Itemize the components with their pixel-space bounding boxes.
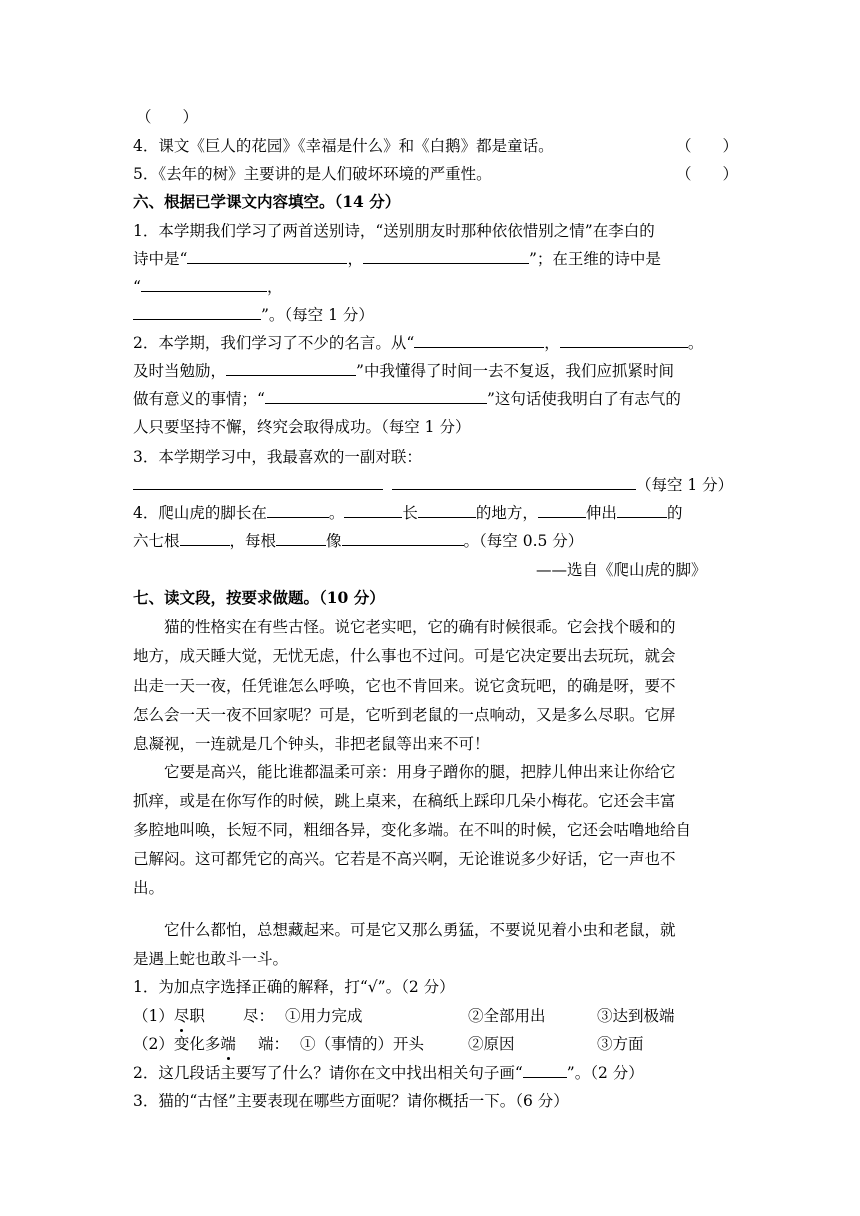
passage-line: 是遇上蛇也敢斗一斗。: [133, 950, 289, 968]
passage-line: 出走一天一夜，任凭谁怎么呼唤，它也不肯回来。说它贪玩吧，的确是呀，要不: [133, 677, 676, 695]
s6-q1-comma: ，: [347, 250, 363, 268]
s7-q1-row2: [133, 1033, 236, 1055]
s6-q4-text: 。: [328, 504, 345, 522]
judge-q5-text: 5．《去年的树》主要讲的是人们破坏环境的严重性。: [133, 165, 492, 183]
s7-q1-r1-option-2[interactable]: ②全部用出: [468, 1007, 546, 1025]
s6-q3-blank-2[interactable]: [392, 474, 636, 490]
s6-q3-blank-1[interactable]: [133, 474, 383, 490]
s7-q1-r1-option-3[interactable]: ③达到极端: [597, 1007, 675, 1025]
s6-q2-text: 2．本学期，我们学习了不少的名言。从“: [133, 334, 415, 352]
emphasis-dot-char: 尽: [173, 1007, 190, 1025]
s7-q1-row1: [133, 1005, 205, 1027]
s6-q1-blank-2[interactable]: [363, 248, 529, 264]
s6-q4-line2: [133, 530, 583, 552]
s6-q4-blank-6[interactable]: [180, 530, 230, 546]
judge-q3-answer-paren[interactable]: （ ）: [136, 108, 199, 126]
passage-line: 猫的性格实在有些古怪。说它老实吧，它的确有时候很乖。它会找个暖和的: [164, 618, 676, 636]
s6-q1-blank-1[interactable]: [187, 248, 347, 264]
s6-q3-score: （每空 1 分）: [635, 476, 734, 494]
passage-line: 出。: [133, 879, 165, 897]
s6-q2-text: 及时当勉励，: [133, 362, 227, 380]
passage-line: 它要是高兴，能比谁都温柔可亲：用身子蹭你的腿，把脖儿伸出来让你给它: [164, 763, 676, 781]
s7-q1-r1-char: 尽：: [243, 1007, 275, 1025]
s6-q1-blank-3[interactable]: [141, 276, 267, 292]
s6-q1-score: ”。（每空 1 分）: [261, 306, 374, 324]
s6-q4-blank-3[interactable]: [418, 502, 476, 518]
s7-q3-text: 3．猫的“古怪”主要表现在哪些方面呢？请你概括一下。（6 分）: [133, 1092, 569, 1110]
s6-q1-blank-4[interactable]: [133, 304, 261, 320]
s6-q4-score: 。（每空 0.5 分）: [463, 532, 584, 550]
s6-q1-comma: ，: [266, 278, 283, 296]
s6-q4-text: 伸出: [585, 504, 617, 522]
s6-q1-line1: 1．本学期我们学习了两首送别诗，“送别朋友时那种依依惜别之情”在李白的: [133, 222, 655, 240]
s6-q1-line2: [133, 248, 661, 270]
judge-q4-answer-paren[interactable]: （ ）: [676, 137, 739, 155]
s6-q2-text: ”中我懂得了时间一去不复返，我们应抓紧时间: [356, 362, 674, 380]
s6-q2-text: ”这句话使我明白了有志气的: [486, 390, 681, 408]
s7-q1-r1-label: 职: [189, 1007, 205, 1025]
s6-q4-source: ——选自《爬山虎的脚》: [536, 561, 707, 579]
passage-line: 多腔地叫唤，长短不同，粗细各异，变化多端。在不叫的时候，它还会咕噜地给自: [133, 821, 692, 839]
s6-q4-blank-2[interactable]: [344, 502, 402, 518]
s6-q4-text: 六七根: [133, 532, 180, 550]
s6-q4-blank-7[interactable]: [276, 530, 326, 546]
s6-q2-blank-1[interactable]: [414, 332, 544, 348]
section-7-heading: 七、读文段，按要求做题。（10 分）: [133, 588, 385, 607]
s6-q1-line4: [133, 304, 374, 326]
s6-q3-line2: [133, 474, 733, 496]
s6-q2-blank-4[interactable]: [265, 388, 487, 404]
s6-q2-comma: ，: [544, 334, 560, 352]
s6-q2-line4: 人只要坚持不懈，终究会取得成功。（每空 1 分）: [133, 418, 471, 436]
s6-q2-blank-3[interactable]: [226, 360, 356, 376]
judge-q5-answer-paren[interactable]: （ ）: [676, 165, 739, 183]
s6-q2-line3: [133, 388, 681, 410]
s7-q1-r2-option-1[interactable]: ①（事情的）开头: [300, 1035, 425, 1053]
s7-q1-r2-option-2[interactable]: ②原因: [468, 1035, 515, 1053]
s7-q1-r2-label: （2）变化多: [133, 1035, 221, 1053]
passage-line: 怎么会一天一夜不回家呢？可是，它听到老鼠的一点响动，又是多么尽职。它屏: [133, 706, 676, 724]
s6-q1-quote: “: [133, 278, 141, 296]
judge-q4-text: 4．课文《巨人的花园》《幸福是什么》和《白鹅》都是童话。: [133, 137, 554, 155]
s6-q4-blank-4[interactable]: [538, 502, 586, 518]
passage-line: 息凝视，一连就是几个钟头，非把老鼠等出来不可！: [133, 735, 490, 753]
s6-q4-text: 的: [666, 504, 683, 522]
s7-q1-r1-label: （1）: [133, 1007, 174, 1025]
s6-q2-line2: [133, 360, 674, 382]
s7-q1-text: 1．为加点字选择正确的解释，打“√”。（2 分）: [133, 978, 455, 996]
s6-q4-text: 的地方，: [475, 504, 538, 522]
passage-line: 抓痒，或是在你写作的时候，跳上桌来，在稿纸上踩印几朵小梅花。它还会丰富: [133, 792, 676, 810]
s7-q1-r1-option-1[interactable]: ①用力完成: [285, 1007, 363, 1025]
s6-q1-text: ”；在王维的诗中是: [528, 250, 661, 268]
s6-q4-text: ，每根: [229, 532, 277, 550]
s7-q1-r2-option-3[interactable]: ③方面: [597, 1035, 644, 1053]
s6-q4-line1: [133, 502, 682, 524]
passage-line: 它什么都怕，总想藏起来。可是它又那么勇猛，不要说见着小虫和老鼠，就: [164, 921, 676, 939]
s7-q2-text: 2．这几段话主要写了什么？请你在文中找出相关句子画“: [133, 1064, 523, 1082]
s7-q2-underline-sample: [523, 1063, 567, 1078]
s6-q2-text: 做有意义的事情；“: [133, 390, 265, 408]
s6-q4-text: 像: [326, 532, 342, 550]
s6-q2-period: 。: [687, 334, 704, 352]
s7-q2-line: [133, 1062, 644, 1084]
s6-q1-text: 诗中是“: [133, 250, 188, 268]
s6-q4-text: 长: [402, 504, 418, 522]
section-6-heading: 六、根据已学课文内容填空。（14 分）: [133, 192, 401, 211]
s6-q4-blank-8[interactable]: [342, 530, 464, 546]
s7-q1-r2-char: 端：: [258, 1035, 290, 1053]
passage-line: 地方，成天睡大觉，无忧无虑，什么事也不过问。可是它决定要出去玩玩，就会: [133, 647, 676, 665]
s6-q4-blank-1[interactable]: [267, 502, 329, 518]
passage-line: 己解闷。这可都凭它的高兴。它若是不高兴啊，无论谁说多少好话，它一声也不: [133, 850, 676, 868]
s7-q2-text: ”。（2 分）: [566, 1064, 644, 1082]
s6-q4-text: 4．爬山虎的脚长在: [133, 504, 267, 522]
s6-q4-blank-5[interactable]: [617, 502, 667, 518]
s6-q2-line1: [133, 332, 703, 354]
s6-q2-blank-2[interactable]: [560, 332, 688, 348]
emphasis-dot-char: 端: [220, 1035, 236, 1053]
s6-q3-text: 3．本学期学习中，我最喜欢的一副对联：: [133, 448, 422, 466]
s6-q1-line3: [133, 276, 282, 298]
